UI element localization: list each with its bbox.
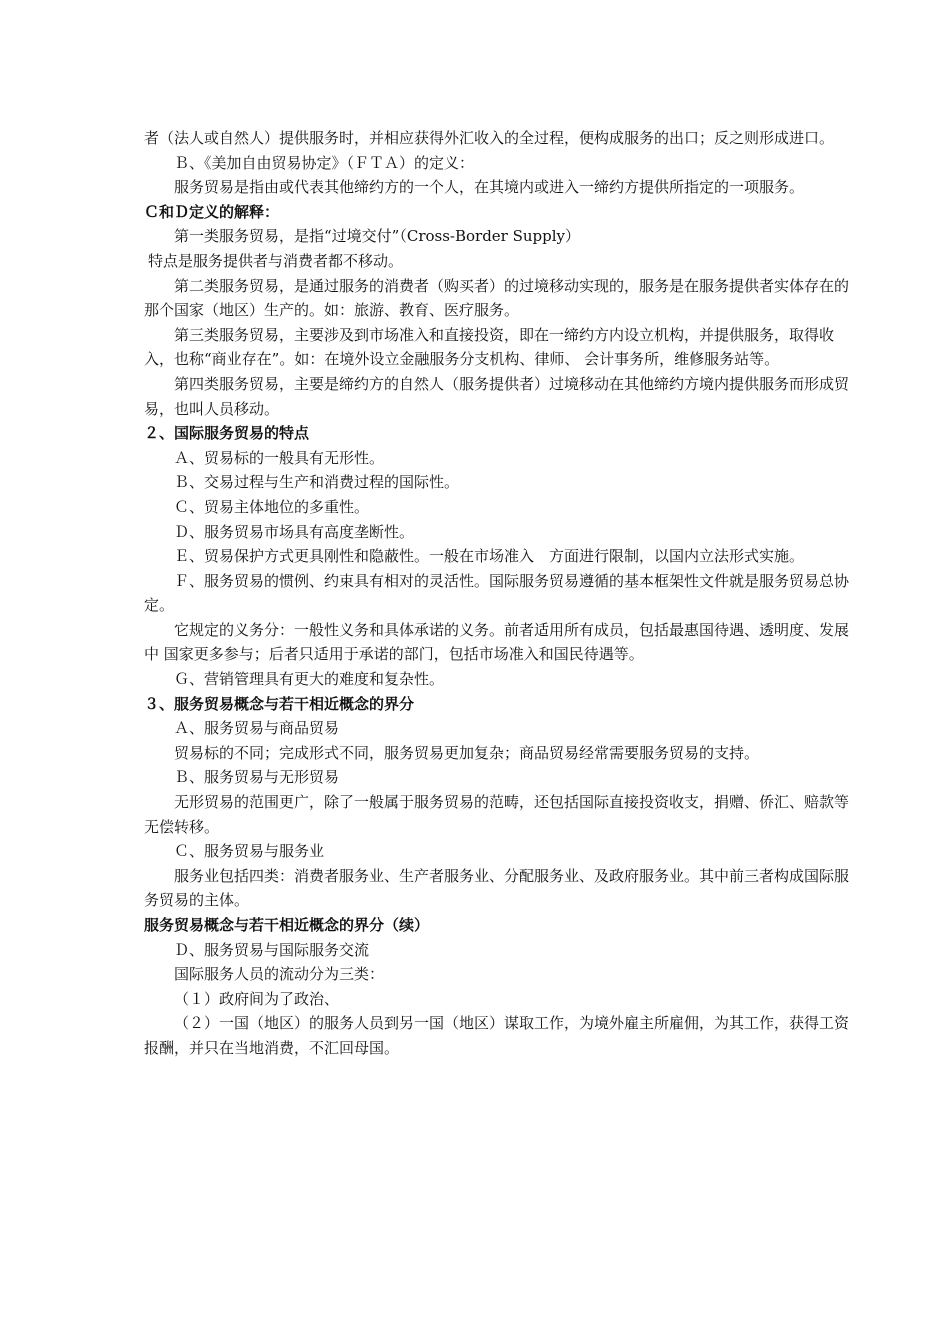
paragraph: 者（法人或自然人）提供服务时，并相应获得外汇收入的全过程，便构成服务的出口；反之则形成进口。	[144, 129, 835, 147]
subheading: Ｃ、服务贸易与服务业	[174, 842, 325, 861]
list-item: Ｃ、贸易主体地位的多重性。	[174, 497, 370, 516]
paragraph: 无形贸易的范围更广，除了一般属于服务贸易的范畴，还包括国际直接投资收支，捐赠、侨汇、赔款等无偿转移。	[144, 793, 850, 836]
paragraph: Ｂ、《美加自由贸易协定》（ＦＴＡ）的定义：	[174, 153, 475, 172]
section-heading: ３、服务贸易概念与若干相近概念的界分	[144, 694, 415, 713]
paragraph: 第二类服务贸易，是通过服务的消费者（购买者）的过境移动实现的，服务是在服务提供者实体存在的那个国家（地区）生产的。如：旅游、教育、医疗服务。	[144, 276, 850, 320]
document-body	[144, 126, 856, 1061]
section-heading: 服务贸易概念与若干相近概念的界分（续）	[144, 916, 430, 934]
list-item: （２）一国（地区）的服务人员到另一国（地区）谋取工作，为境外雇主所雇佣，为其工作，获得工资报酬，并只在当地消费，不汇回母国。	[144, 1014, 850, 1057]
paragraph: 第四类服务贸易，主要是缔约方的自然人（服务提供者）过境移动在其他缔约方境内提供服务而形成贸易，也叫人员移动。	[144, 374, 850, 418]
list-item: Ｆ、服务贸易的惯例、约束具有相对的灵活性。国际服务贸易遵循的基本框架性文件就是服务贸易总协定。	[144, 571, 850, 615]
section-heading: ２、国际服务贸易的特点	[144, 424, 310, 443]
paragraph: 贸易标的不同；完成形式不同，服务贸易更加复杂；商品贸易经常需要服务贸易的支持。	[174, 743, 760, 762]
list-item: Ｄ、服务贸易市场具有高度垄断性。	[174, 522, 415, 541]
subheading: Ｂ、服务贸易与无形贸易	[174, 768, 340, 787]
paragraph: 它规定的义务分：一般性义务和具体承诺的义务。前者适用所有成员，包括最惠国待遇、透明度、发展中 国家更多参与；后者只适用于承诺的部门，包括市场准入和国民待遇等。	[144, 620, 850, 664]
paragraph: 国际服务人员的流动分为三类：	[174, 965, 385, 984]
paragraph: 服务贸易是指由或代表其他缔约方的一个人，在其境内或进入一缔约方提供所指定的一项服务。	[174, 178, 805, 197]
subheading: Ｄ、服务贸易与国际服务交流	[174, 940, 370, 959]
section-heading: Ｃ和Ｄ定义的解释：	[144, 202, 280, 221]
paragraph: 服务业包括四类：消费者服务业、生产者服务业、分配服务业、及政府服务业。其中前三者构成国际服务贸易的主体。	[144, 866, 850, 910]
subheading: Ａ、服务贸易与商品贸易	[174, 719, 340, 738]
list-item: （１）政府间为了政治、	[174, 989, 340, 1008]
paragraph: 第三类服务贸易，主要涉及到市场准入和直接投资，即在一缔约方内设立机构，并提供服务，取得收入，也称“商业存在”。如：在境外设立金融服务分支机构、律师、 会计事务所，维修服务站等。	[144, 325, 835, 369]
list-item: Ｂ、交易过程与生产和消费过程的国际性。	[174, 473, 460, 492]
list-item: Ｇ、营销管理具有更大的难度和复杂性。	[174, 670, 445, 689]
paragraph: 特点是服务提供者与消费者都不移动。	[148, 251, 404, 270]
list-item: Ａ、贸易标的一般具有无形性。	[174, 448, 385, 467]
paragraph: 第一类服务贸易，是指“过境交付”（Cross-Border Supply）	[174, 227, 581, 246]
list-item: Ｅ、贸易保护方式更具刚性和隐蔽性。一般在市场准入 方面进行限制，以国内立法形式实施。	[174, 547, 805, 566]
